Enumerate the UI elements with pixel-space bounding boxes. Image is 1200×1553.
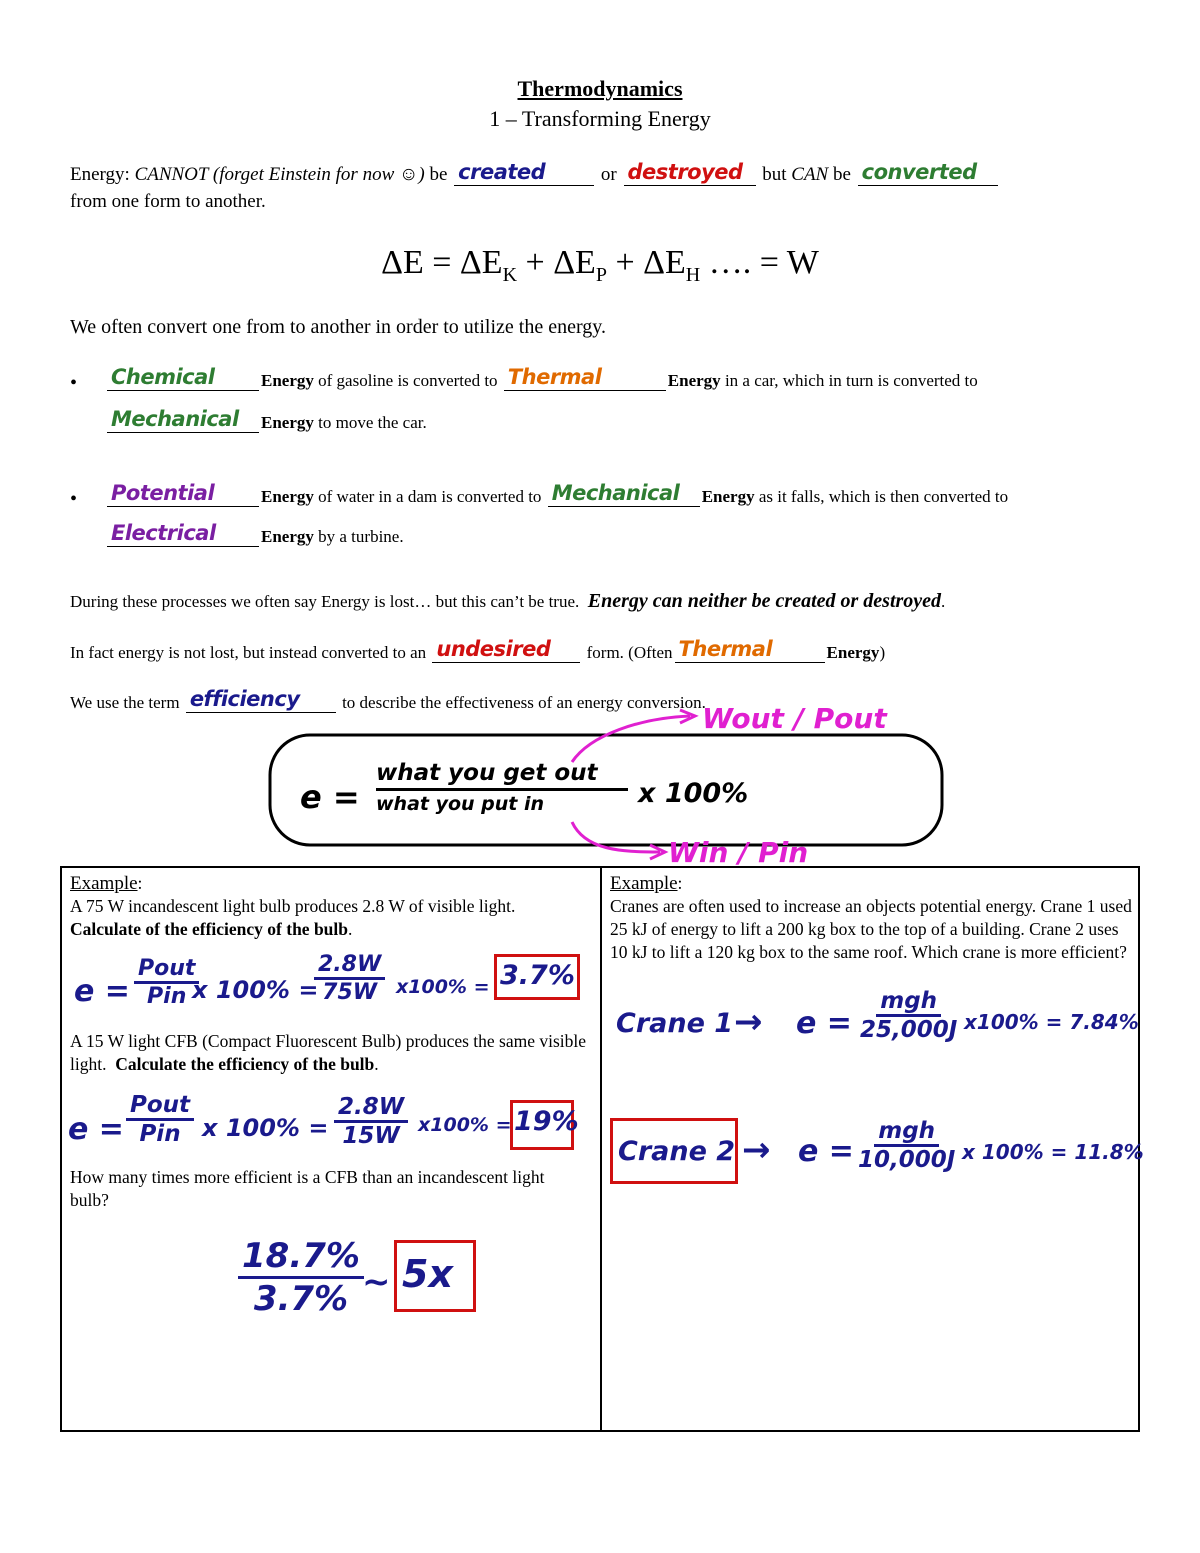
fact-text2: form. (Often	[582, 643, 673, 662]
intro-prefix: Energy:	[70, 164, 135, 185]
calc2-mid: x 100% =	[202, 1114, 329, 1142]
crane1-arrow: →	[734, 1002, 763, 1042]
lost-sentence: During these processes we often say Energy is lost… but this can’t be true. Energy can neither be created or destroyed.	[70, 590, 946, 612]
eq-sub-p: P	[595, 263, 607, 286]
ratio-num: 18.7%	[238, 1236, 364, 1279]
left-q1: A 75 W incandescent light bulb produces 2.8 W of visible light.	[70, 896, 516, 916]
calc2-num: Pout	[126, 1092, 194, 1121]
intro-be: be	[424, 164, 453, 185]
calc1-frac2	[314, 952, 385, 1005]
crane2-num: mgh	[874, 1118, 939, 1147]
calc1-num2: 2.8W	[314, 952, 385, 980]
intro-can: CAN	[791, 164, 829, 185]
label-win-pin: Win / Pin	[668, 836, 809, 869]
bullet2-energy-2: Energy	[701, 487, 755, 506]
ratio-frac	[238, 1236, 364, 1319]
bullet1-text3: to move the car.	[313, 413, 427, 432]
left-example-colon: :	[137, 873, 143, 893]
right-example-heading: Example	[610, 873, 678, 894]
intro-line-2: from one form to another.	[70, 191, 266, 212]
fact-close: )	[879, 643, 886, 662]
examples-divider	[600, 868, 602, 1430]
left-q2: A 15 W light CFB (Compact Fluorescent Bulb) produces the same visible light.	[70, 1031, 587, 1074]
calc2-num2: 2.8W	[334, 1094, 408, 1123]
left-q2-period: .	[374, 1054, 379, 1074]
eq-sub-k: K	[502, 263, 518, 286]
calc1-e: e =	[74, 974, 130, 1009]
left-example	[70, 872, 590, 941]
bullet2-blank1-answer: Potential	[111, 481, 215, 505]
blank-undesired-answer: undesired	[436, 637, 551, 661]
bullet1-blank2-answer: Thermal	[507, 365, 602, 389]
label-wout-pout: Wout / Pout	[702, 702, 887, 735]
crane1-num: mgh	[876, 988, 941, 1017]
crane2-e: e =	[798, 1134, 854, 1169]
page-title: Thermodynamics	[517, 76, 683, 101]
calc1-den2: 75W	[322, 980, 378, 1005]
eq-plus1: + ΔE	[517, 244, 596, 281]
formula-numerator: what you get out	[376, 760, 628, 791]
bullet2-energy-3: Energy	[261, 527, 314, 546]
page-subtitle: 1 – Transforming Energy	[489, 106, 711, 131]
calc1-frac	[134, 956, 199, 1009]
calc1-den: Pin	[147, 984, 187, 1009]
calc1-end: x100% =	[396, 976, 490, 998]
bullet1-blank3-answer: Mechanical	[111, 407, 239, 431]
examples-table	[60, 866, 1144, 1432]
bullet1-energy-3: Energy	[261, 413, 314, 432]
bullet1-blank1-answer: Chemical	[111, 365, 215, 389]
eq-sub-h: H	[685, 263, 701, 286]
fact-energy: Energy	[826, 643, 880, 662]
bullet2-text2: as it falls, which is then converted to	[754, 487, 1009, 506]
right-q: Cranes are often used to increase an objects potential energy. Crane 1 used 25 kJ of energy to lift a 200 kg box to the top of a building. Crane 2 uses 10 kJ to lift a 120 kg box to the same roof. Which crane is more efficient?	[610, 896, 1132, 962]
term-text1: We use the term	[70, 693, 184, 712]
fact-text1: In fact energy is not lost, but instead converted to an	[70, 643, 431, 662]
right-example	[610, 872, 1134, 964]
bullet2-blank2-answer: Mechanical	[551, 481, 680, 505]
bullet1-energy-1: Energy	[261, 371, 314, 390]
left-q1-period: .	[348, 919, 353, 939]
left-q2-block	[70, 1030, 590, 1076]
crane2-frac	[858, 1118, 955, 1173]
blank-converted-answer: converted	[861, 160, 977, 184]
calc2-end: x100% =	[418, 1114, 512, 1136]
bullet1-text2: in a car, which in turn is converted to	[720, 371, 978, 390]
calc2-den2: 15W	[342, 1123, 400, 1149]
calc2-den: Pin	[139, 1121, 181, 1147]
bullet-dot-2: •	[70, 488, 78, 510]
calc2-e: e =	[68, 1112, 124, 1147]
answer3: 5x	[402, 1252, 453, 1296]
blank-efficiency-answer: efficiency	[189, 687, 300, 711]
answer2: 19%	[514, 1106, 579, 1137]
right-example-colon: :	[677, 873, 683, 893]
left-example-heading: Example	[70, 873, 138, 894]
eq-plus2: + ΔE	[606, 244, 686, 281]
formula-times: x 100%	[638, 778, 749, 809]
crane2-end: x 100% = 11.8%	[962, 1140, 1144, 1164]
crane1-frac	[860, 988, 957, 1043]
crane2-label: Crane 2	[618, 1136, 736, 1167]
bullet2-energy-1: Energy	[261, 487, 314, 506]
eq-lhs: ΔE = ΔE	[381, 244, 503, 281]
calc2-frac2	[334, 1094, 408, 1149]
term-text2: to describe the effectiveness of an energy conversion.	[337, 693, 706, 712]
intro-or: or	[596, 164, 622, 185]
bullet2-blank3-answer: Electrical	[111, 521, 216, 545]
blank-thermal-2-answer: Thermal	[678, 637, 773, 661]
bullet2-text3: by a turbine.	[313, 527, 404, 546]
answer1: 3.7%	[500, 960, 575, 991]
blank-created-answer: created	[458, 160, 546, 184]
crane1-end: x100% = 7.84%	[964, 1010, 1139, 1034]
crane2-arrow: →	[742, 1130, 771, 1170]
calc2-frac	[126, 1092, 194, 1147]
formula-e: e =	[300, 778, 360, 816]
left-q3: How many times more efficient is a CFB than an incandescent light bulb?	[70, 1167, 545, 1210]
lost-sentence-text: During these processes we often say Energy is lost… but this can’t be true.	[70, 592, 580, 611]
ratio-den: 3.7%	[253, 1279, 349, 1319]
eq-rest: …. = W	[700, 244, 819, 281]
ratio-approx: ~	[362, 1262, 391, 1302]
formula-denominator: what you put in	[376, 793, 545, 815]
calc1-mid: x 100% =	[192, 976, 319, 1004]
crane1-label: Crane 1	[616, 1008, 734, 1039]
bullet-dot: •	[70, 372, 78, 394]
formula-fraction	[376, 760, 628, 815]
crane2-den: 10,000J	[858, 1147, 956, 1173]
crane1-den: 25,000J	[860, 1017, 958, 1043]
calc1-num: Pout	[134, 956, 199, 984]
bullet1-text1: of gasoline is converted to	[313, 371, 502, 390]
intro-be2: be	[828, 164, 856, 185]
blank-destroyed-answer: destroyed	[627, 160, 743, 184]
crane1-e: e =	[796, 1006, 852, 1041]
lost-emphasis: Energy can neither be created or destroyed	[587, 590, 942, 612]
intro-cannot: CANNOT (forget Einstein for now ☺)	[134, 164, 425, 185]
arrow-out-curve	[572, 716, 690, 762]
left-q2-bold: Calculate the efficiency of the bulb	[115, 1054, 375, 1074]
arrow-in-curve	[572, 822, 660, 852]
bullet1-energy-2: Energy	[667, 371, 721, 390]
left-q1-bold: Calculate of the efficiency of the bulb	[70, 919, 349, 939]
bullet2-text1: of water in a dam is converted to	[313, 487, 546, 506]
convert-sentence: We often convert one from to another in order to utilize the energy.	[70, 316, 606, 338]
intro-but: but	[757, 164, 792, 185]
